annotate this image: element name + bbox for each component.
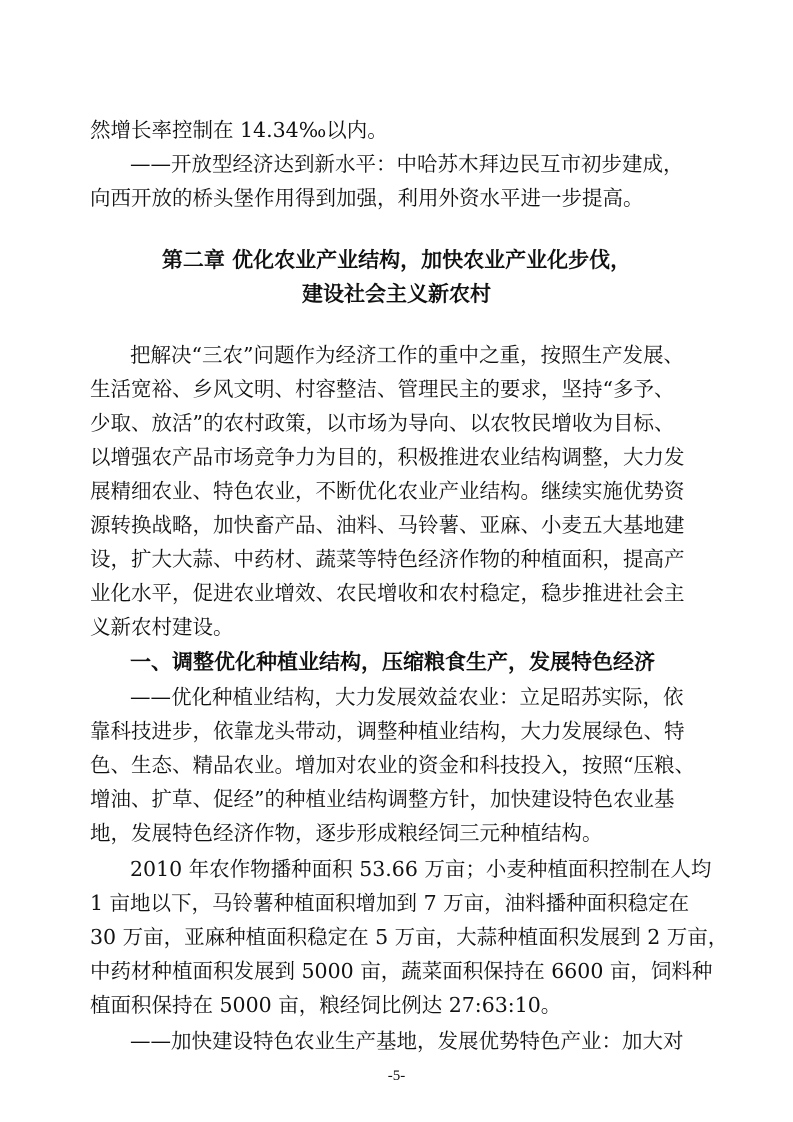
paragraph-line: 以增强农产品市场竞争力为目的，积极推进农业结构调整，大力发 bbox=[90, 445, 685, 469]
paragraph-line: 义新农村建设。 bbox=[90, 615, 234, 639]
paragraph-line: 源转换战略，加快畜产品、油料、马铃薯、亚麻、小麦五大基地建 bbox=[90, 513, 685, 537]
paragraph-line: 把解决“三农”问题作为经济工作的重中之重，按照生产发展、 bbox=[130, 343, 684, 367]
paragraph-line: 靠科技进步，依靠龙头带动，调整种植业结构，大力发展绿色、特 bbox=[90, 719, 685, 743]
paragraph-line: 植面积保持在 5000 亩，粮经饲比例达 27:63:10。 bbox=[90, 993, 562, 1017]
page-number: -5- bbox=[387, 1068, 406, 1084]
paragraph-line: 2010 年农作物播种面积 53.66 万亩；小麦种植面积控制在人均 bbox=[130, 857, 712, 881]
paragraph-line: ——加快建设特色农业生产基地，发展优势特色产业：加大对 bbox=[130, 1029, 684, 1053]
section-title: 一、调整优化种植业结构，压缩粮食生产，发展特色经济 bbox=[130, 650, 655, 674]
paragraph-line: 色、生态、精品农业。增加对农业的资金和科技投入，按照“压粮、 bbox=[90, 753, 695, 777]
text-line: 向西开放的桥头堡作用得到加强，利用外资水平进一步提高。 bbox=[90, 186, 644, 210]
paragraph-line: 地，发展特色经济作物，逐步形成粮经饲三元种植结构。 bbox=[90, 821, 603, 845]
paragraph-line: 设，扩大大蒜、中药材、蔬菜等特色经济作物的种植面积，提高产 bbox=[90, 547, 685, 571]
paragraph-line: ——优化种植业结构，大力发展效益农业：立足昭苏实际，依 bbox=[130, 685, 684, 709]
paragraph-line: 1 亩地以下，马铃薯种植面积增加到 7 万亩，油料播种面积稳定在 bbox=[90, 891, 690, 915]
paragraph-line: 生活宽裕、乡风文明、村容整洁、管理民主的要求，坚持“多予、 bbox=[90, 377, 675, 401]
paragraph-line: 展精细农业、特色农业，不断优化农业产业结构。继续实施优势资 bbox=[90, 479, 685, 503]
paragraph-line: 中药材种植面积发展到 5000 亩，蔬菜面积保持在 6600 亩，饲料种 bbox=[90, 959, 713, 983]
chapter-title-line-2: 建设社会主义新农村 bbox=[302, 282, 491, 306]
chapter-title-line-1: 第二章 优化农业产业结构，加快农业产业化步伐， bbox=[161, 248, 632, 272]
paragraph-line: 业化水平，促进农业增效、农民增收和农村稳定，稳步推进社会主 bbox=[90, 581, 685, 605]
text-line: 然增长率控制在 14.34‰以内。 bbox=[90, 118, 388, 142]
paragraph-line: 30 万亩，亚麻种植面积稳定在 5 万亩，大蒜种植面积发展到 2 万亩， bbox=[90, 925, 729, 949]
paragraph-line: 少取、放活”的农村政策，以市场为导向、以农牧民增收为目标、 bbox=[90, 411, 675, 435]
paragraph-line: 增油、扩草、促经”的种植业结构调整方针，加快建设特色农业基 bbox=[90, 787, 675, 811]
text-line: ——开放型经济达到新水平：中哈苏木拜边民互市初步建成， bbox=[130, 152, 684, 176]
